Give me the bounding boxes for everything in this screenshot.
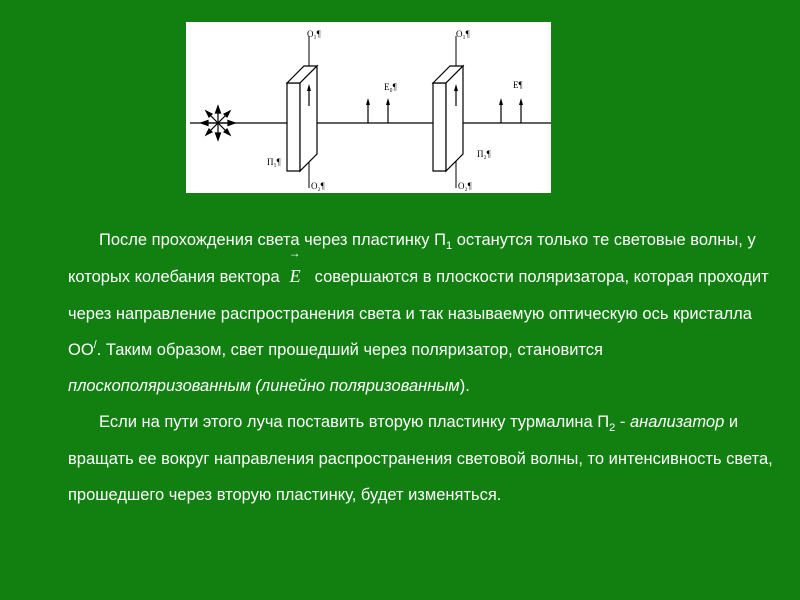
e0-vectors xyxy=(368,102,388,123)
analyzer-plate xyxy=(433,66,463,171)
label-p2: П₂¶ xyxy=(477,149,491,159)
label-o1-right: O₁¶ xyxy=(456,29,470,39)
polarizer-plate xyxy=(287,66,317,171)
label-o1-left: O₁¶ xyxy=(307,29,321,39)
label-e: E¶ xyxy=(513,80,523,90)
label-o2-left: O₂¶ xyxy=(311,181,325,191)
vector-e-symbol: → E xyxy=(288,246,301,287)
explanation-text xyxy=(68,222,773,513)
paragraph-polarizer: После прохождения света через пластинку $П_1$ останутся только те световые волны, у которых колебания вектора → E совершаются в плоскости поляризатора, которая проходит через направление распространения света и так называемую оптическую ось кристалла ОО/. Таким образом, свет прошедший через поляризатор, становится плоскополяризованным (линейно поляризованным). xyxy=(68,231,769,396)
label-o2-right: O₂¶ xyxy=(458,181,472,191)
label-e0: E₀¶ xyxy=(384,82,397,92)
e-vectors xyxy=(501,102,521,123)
label-p1: П₁¶ xyxy=(267,157,281,167)
polarization-diagram xyxy=(186,22,551,193)
paragraph-analyzer: Если на пути этого луча поставить вторую пластинку турмалина $П_2$ - анализатор и вращать ее вокруг направления распространения световой волны, то интенсивность света, прошедшего через вторую пластинку, будет изменяться. xyxy=(68,413,773,505)
unpolarized-light-star xyxy=(201,106,235,140)
